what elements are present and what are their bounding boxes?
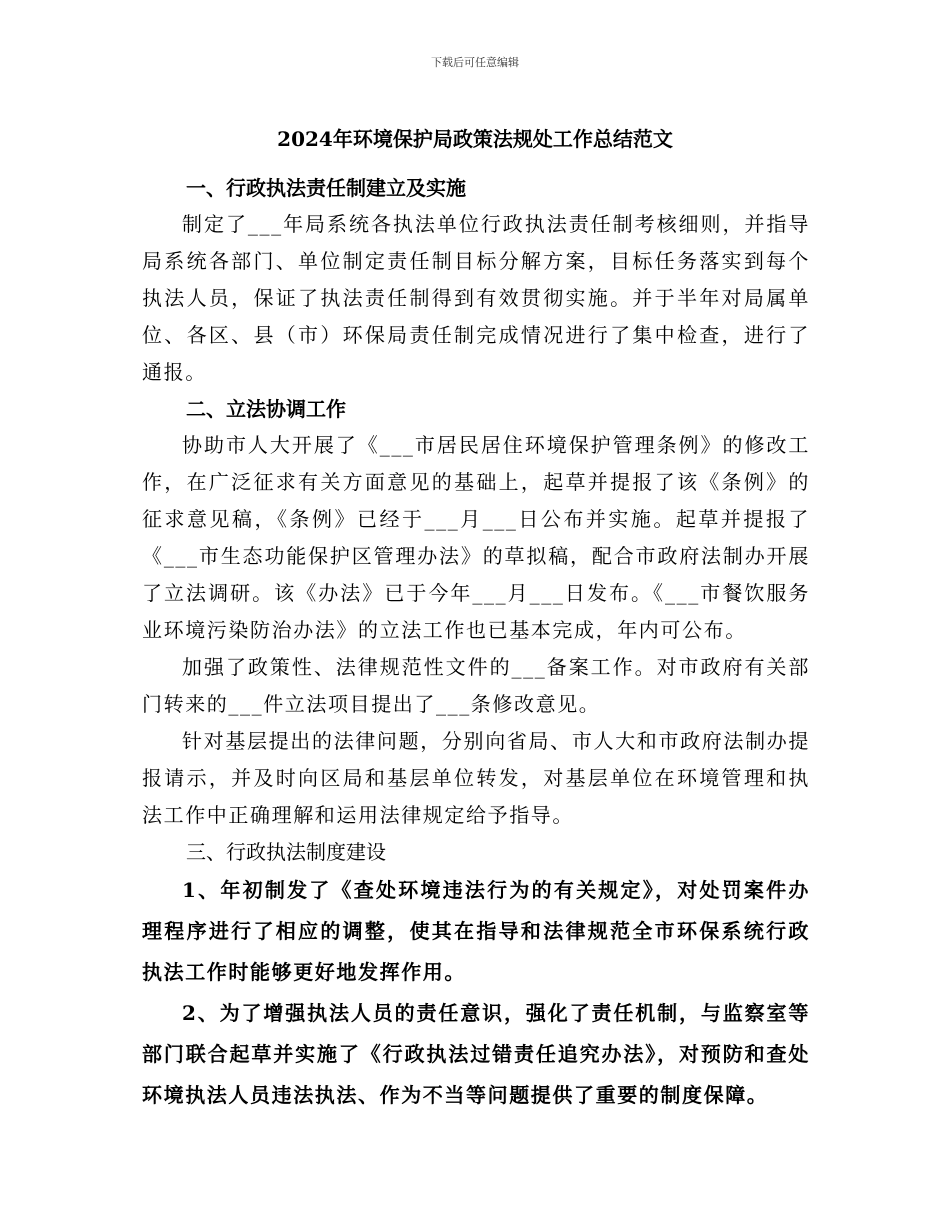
paragraph: 针对基层提出的法律问题，分别向省局、市人大和市政府法制办提报请示，并及时向区局和基层单位转发，对基层单位在环境管理和执法工作中正确理解和运用法律规定给予指导。 xyxy=(142,729,810,827)
section-heading-1: 一、行政执法责任制建立及实施 xyxy=(186,176,466,200)
section-heading-2: 二、立法协调工作 xyxy=(186,397,346,421)
paragraph: 加强了政策性、法律规范性文件的___备案工作。对市政府有关部门转来的___件立法项目提出了___条修改意见。 xyxy=(142,655,810,716)
paragraph: 1、年初制发了《查处环境违法行为的有关规定》，对处罚案件办理程序进行了相应的调整，使其在指导和法律规范全市环保系统行政执法工作时能够更好地发挥作用。 xyxy=(142,878,810,984)
document-body xyxy=(142,170,810,1116)
paragraph: 制定了___年局系统各执法单位行政执法责任制考核细则，并指导局系统各部门、单位制定责任制目标分解方案，目标任务落实到每个执法人员，保证了执法责任制得到有效贯彻实施。并于半年对局属单位、各区、县（市）环保局责任制完成情况进行了集中检查，进行了通报。 xyxy=(142,212,810,384)
paragraph: 2、为了增强执法人员的责任意识，强化了责任机制，与监察室等部门联合起草并实施了《行政执法过错责任追究办法》，对预防和查处环境执法人员违法执法、作为不当等问题提供了重要的制度保障。 xyxy=(142,1001,810,1107)
document-title: 2024年环境保护局政策法规处工作总结范文 xyxy=(277,127,673,151)
page-header-note: 下载后可任意编辑 xyxy=(431,56,519,69)
section-heading-3: 三、行政执法制度建设 xyxy=(186,840,386,864)
paragraph: 协助市人大开展了《___市居民居住环境保护管理条例》的修改工作，在广泛征求有关方面意见的基础上，起草并提报了该《条例》的征求意见稿，《条例》已经于___月___日公布并实施。起草并提报了《___市生态功能保护区管理办法》的草拟稿，配合市政府法制办开展了立法调研。该《办法》已于今年___月___日发布。《___市餐饮服务业环境污染防治办法》的立法工作也已基本完成，年内可公布。 xyxy=(142,433,810,642)
